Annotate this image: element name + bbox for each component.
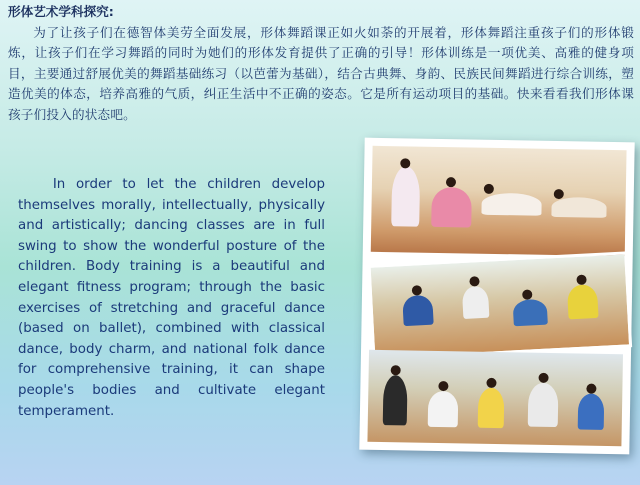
- children-stretching-photo: [371, 146, 627, 256]
- english-paragraph: In order to let the children develop themselves morally, intellectually, physically and artistically; dancing classes are in full swing to show the wonderful posture of the children. Body training is a beautiful and elegant fitness program; through the basic exercises of stretching and graceful dance (based on ballet), combined with classical dance, body charm, and national folk dance for comprehensive training, it can shape people's bodies and cultivate elegant temperament.: [18, 177, 325, 419]
- chinese-paragraph: 为了让孩子们在德智体美劳全面发展，形体舞蹈课正如火如荼的开展着，形体舞蹈注重孩子们的形体锻炼，让孩子们在学习舞蹈的同时为她们的形体发育提供了正确的引导！形体训练是一项优美、高雅的健身项目，主要通过舒展优美的舞蹈基础练习（以芭蕾为基础），结合古典舞、身韵、民族民间舞蹈进行综合训练，塑造优美的体态，培养高雅的气质，纠正生活中不正确的姿态。它是所有运动项目的基础。快来看看我们形体课孩子们投入的状态吧。: [8, 24, 634, 122]
- photo-collage: [359, 138, 634, 455]
- chinese-heading: 形体艺术学科探究:: [8, 4, 114, 19]
- chinese-text-block: [8, 2, 634, 125]
- children-sitting-circle-photo: [367, 251, 632, 360]
- children-dance-class-photo: [367, 350, 623, 446]
